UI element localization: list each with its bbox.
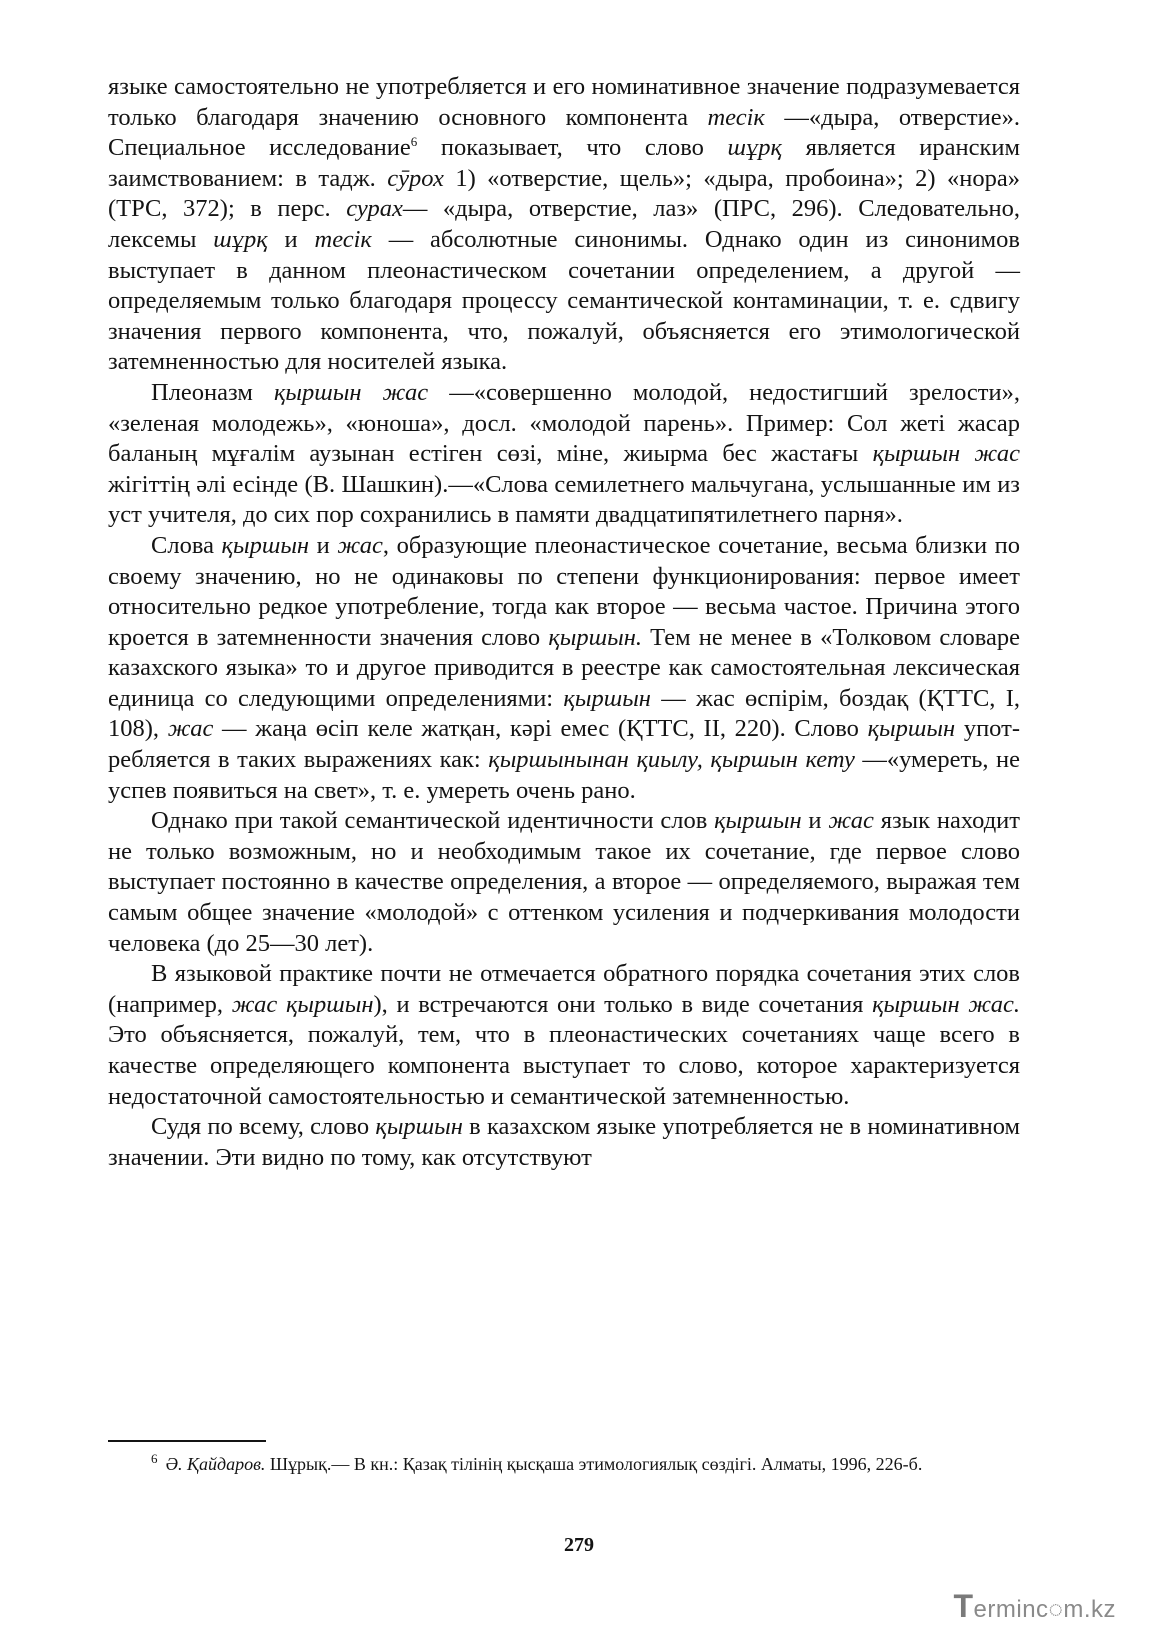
text-run: языке самостоятельно не употребляется и его номинативное значение подразумевается только благодаря значению основного компонента: [108, 73, 1020, 131]
text-run: жігіттің әлі есінде (В. Шашкин).—«Слова семилетнего мальчугана, услышанные им из уст учителя, до сих пор сохранились в памяти двадцатипятилетнего парня».: [108, 470, 1020, 529]
text-run: в казахском языке употребляется не в номинативном значении. Эти видно по тому, как отсутствуют: [108, 1113, 1021, 1171]
paragraph-4: [108, 806, 1020, 959]
text-run: Тем не менее в «Толковом словаре казахского языка» то и другое приводится в реестре как самостоятельная лексическая единица со следующими определениями:: [108, 623, 1020, 712]
italic-term: қыршынынан қиылу, қыршын кету: [488, 746, 855, 774]
text-run: —«дыра, отверстие». Специальное исследование: [108, 103, 1020, 162]
text-run: Судя по всему, слово: [151, 1113, 376, 1141]
text-run: В языковой практике почти не отмечается обратного порядка сочетания этих слов (например,: [108, 960, 1020, 1018]
text-run: —«умереть, не успев появиться на свет», т. е. умереть очень рано.: [108, 746, 1021, 804]
text-run: и: [267, 225, 315, 253]
italic-term: қыршын.: [548, 623, 642, 651]
footnote-ref: 6: [410, 134, 418, 150]
page-number: 279: [564, 1534, 594, 1556]
italic-term: шұрқ: [727, 134, 782, 162]
text-run: и: [309, 531, 338, 559]
text-run: — жас өспірім, боздақ (ҚТТС, I, 108),: [108, 684, 1021, 743]
italic-term: сурах: [346, 195, 403, 223]
italic-term: қыршын: [221, 531, 310, 559]
text-run: , образующие плеонастическое сочетание, весьма близки по своему значению, но не одинаковы по степени функционирования: первое имеет относительно редкое употребление, тогда как второе — весьма частое. Причина этого кроется в затемненности значения слово: [108, 531, 1020, 651]
paragraph-5: [108, 959, 1020, 1112]
text-run: Это объясняется, пожалуй, тем, что в плеонастических сочетаниях чаще всего в качестве определяющего компонента выступает то слово, которое характеризуется недостаточной самостоятельностью и семантической затемненностью.: [108, 1021, 1020, 1110]
italic-term: жас қыршын: [231, 990, 374, 1018]
italic-term: жас: [828, 807, 874, 835]
italic-term: қыршын: [714, 807, 802, 835]
footnote-number: 6: [151, 1451, 158, 1466]
text-run: — жаңа өсіп келе жатқан, кәрі емес (ҚТТС, II, 220). Слово: [213, 715, 868, 743]
watermark-text: m.kz: [1063, 1596, 1116, 1623]
page-body: [108, 72, 1020, 1173]
italic-term: қыршын жас: [872, 440, 1021, 468]
paragraph-2: [108, 378, 1020, 531]
paragraph-3: [108, 531, 1020, 806]
italic-term: қыршын жас.: [872, 990, 1020, 1018]
italic-term: тесік: [314, 225, 372, 253]
text-run: является иранским заимствованием: в тадж.: [108, 134, 1020, 192]
paragraph-1: [108, 72, 1020, 378]
text-run: —«совершенно молодой, недостигший зрелости», «зеленая молодежь», «юноша», досл. «молодой парень». Пример: Сол жеті жасар баланың мұғалім аузынан естіген сөзі, міне, жиырма бес жастағы: [108, 378, 1020, 468]
italic-term: жас: [337, 531, 383, 559]
text-run: язык находит не только возможным, но и необходимым такое их сочетание, где первое слово выступает постоянно в качестве определения, а второе — определяемого, выражая тем самым общее значение «молодой» с оттенком усиления и подчеркивания молодости человека (до 25—30 лет).: [108, 807, 1020, 957]
italic-term: қыршын: [563, 684, 651, 712]
text-run: — абсолютные синонимы. Однако один из синонимов выступает в данном плеонастическом сочетании определением, а другой — определяемым только благодаря процессу семантической контаминации, т. е. сдвигу значения первого компонента, что, пожалуй, объясняется его этимологической затемненностью для носителей языка.: [108, 225, 1021, 376]
footnote-author: Ә. Қайдаров.: [165, 1454, 266, 1474]
text-run: 1) «отверстие, щель»; «дыра, пробоина»; 2) «нора» (ТРС, 372); в перс.: [108, 164, 1020, 223]
italic-term: жас: [167, 715, 214, 743]
italic-term: тесік: [707, 103, 765, 131]
text-run: Слова: [151, 531, 222, 559]
text-run: употребляется в таких выражениях как:: [108, 715, 1020, 774]
text-run: и: [801, 807, 829, 835]
text-run: Плеоназм: [151, 378, 274, 406]
watermark-logo: [954, 1588, 1117, 1625]
italic-term: қыршын: [867, 715, 956, 743]
paragraph-6: [108, 1112, 1020, 1173]
italic-term: сӯрох: [387, 164, 444, 192]
text-run: — «дыра, отверстие, лаз» (ПРС, 296). Следовательно, лексемы: [108, 195, 1020, 253]
watermark-initial: T: [953, 1588, 974, 1624]
italic-term: шұрқ: [213, 225, 268, 253]
italic-term: қыршын: [375, 1113, 463, 1141]
footnote-divider: [108, 1440, 266, 1442]
text-run: ), и встречаются они только в виде сочетания: [373, 990, 873, 1018]
footnote-text: Шұрық.— В кн.: Қазақ тілінің қысқаша этимологиялық сөздігі. Алматы, 1996, 226-б.: [265, 1454, 923, 1474]
footnote: [108, 1451, 1020, 1478]
text-run: показывает, что слово: [417, 134, 728, 162]
italic-term: қыршын жас: [273, 378, 429, 406]
watermark-text: erminc: [973, 1596, 1049, 1623]
text-run: Однако при такой семантической идентичности слов: [151, 807, 715, 835]
watermark-ring-icon: ◌: [1048, 1596, 1064, 1623]
